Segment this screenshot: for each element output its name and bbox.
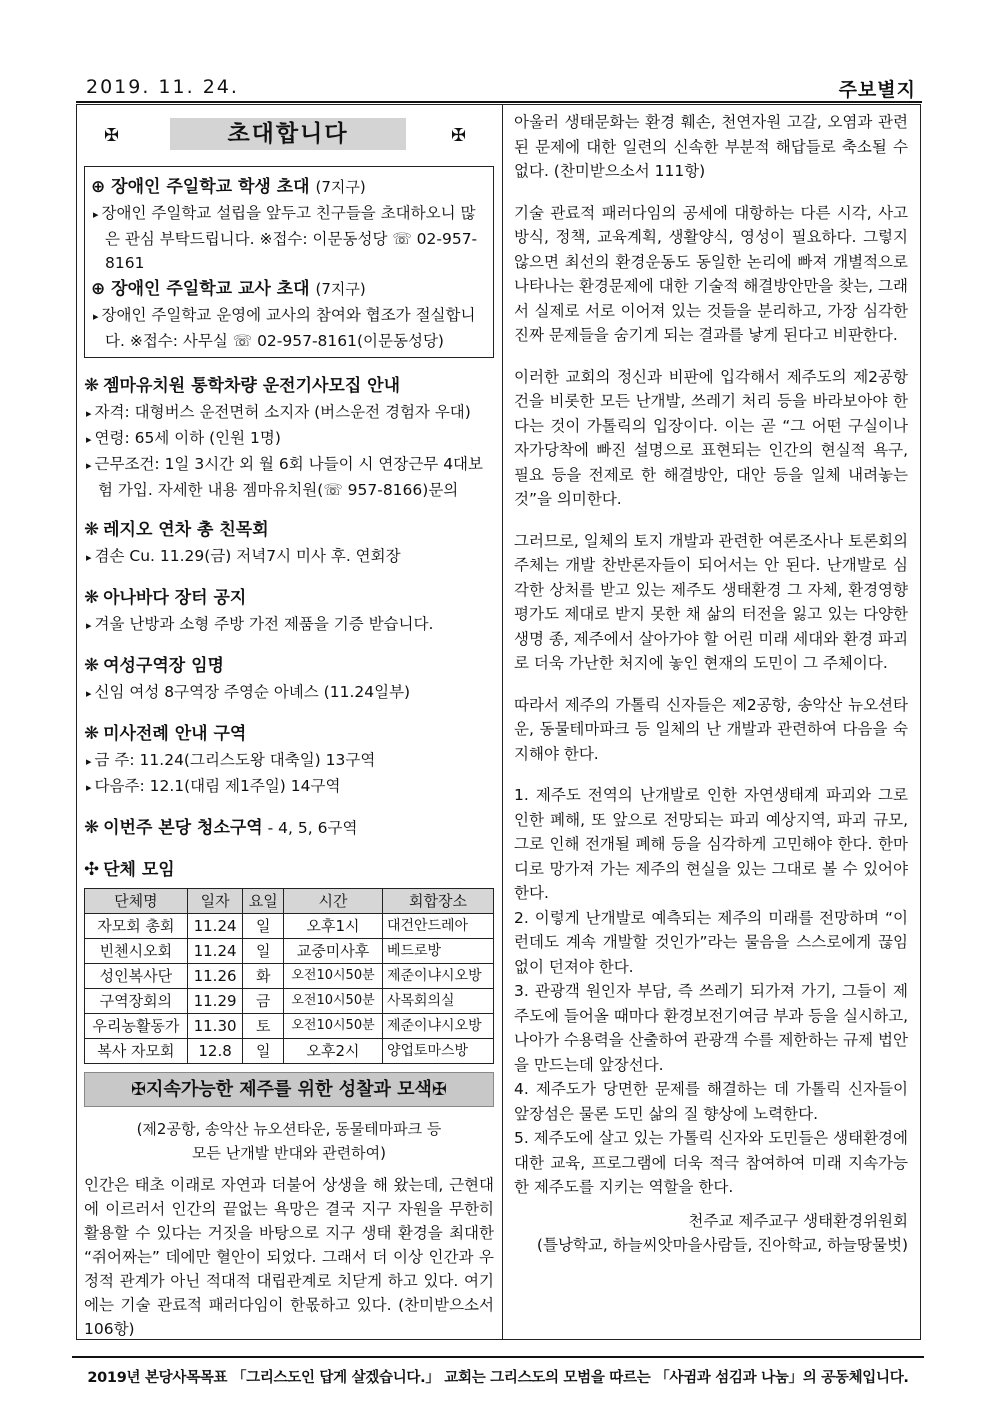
paragraph: 따라서 제주의 가톨릭 신자들은 제2공항, 송악산 뉴오션타운, 동물테마파크 등 일체의 난 개발과 관련하여 다음을 숙지해야 한다. bbox=[514, 695, 908, 763]
paragraph: 기술 관료적 패러다임의 공세에 대항하는 다른 시각, 사고방식, 정책, 교육계획, 생활양식, 영성이 필요하다. 그렇지 않으면 최선의 환경운동도 동일한 논리에 빠져 개별적으로 나타나는 환경문제에 대한 기술적 해결방안만을 찾는, 그래서 실제로 서로 이어져 있는 것들을 분리하고, 가장 심각한 진짜 문제들을 숨기게 되는 결과를 낳게 된다고 비판한다. bbox=[514, 203, 908, 344]
numbered-point: 4. 제주도가 당면한 문제를 해결하는 데 가톨릭 신자들이 앞장섬은 물론 도민 삶의 질 향상에 노력한다. bbox=[514, 1080, 908, 1123]
target-icon: ⊕ bbox=[91, 177, 106, 197]
table-row: 우리농활동가 11.30 토 오전10시50분 제준이냐시오방 bbox=[85, 1014, 494, 1039]
footer-rule bbox=[72, 1356, 924, 1358]
footer-motto: 2019년 본당사목목표 「그리스도인 답게 살겠습니다.」 교회는 그리스도의 모범을 따르는 「사귐과 섬김과 나눔」의 공동체입니다. bbox=[87, 1370, 909, 1386]
column-header: 단체명 bbox=[85, 889, 188, 914]
notice-driver: ❋ 젬마유치원 통학차량 운전기사모집 안내 ▸ 자격: 대형버스 운전면허 소지자 (버스운전 경험자 우대) ▸ 연령: 65세 이하 (인원 1명) ▸ 근무조건: 1일 3시간 외 월 6회 나들이 시 연장근무 4대보험 가입. 자세한 내용 젬마유치원(☏ 957-8166)문의 bbox=[84, 372, 494, 502]
invite-text-teachers: ▸ 장애인 주일학교 운영에 교사의 참여와 협조가 절실합니다. ※접수: 사무실 ☏ 02-957-8161(이문동성당) bbox=[91, 303, 487, 353]
header-title: 주보별지 bbox=[838, 79, 916, 101]
paragraph: 아울러 생태문화는 환경 훼손, 천연자원 고갈, 오염과 관련된 문제에 대한 일련의 신속한 부분적 해답들로 축소될 수 없다. (찬미받으소서 111항) bbox=[514, 113, 908, 180]
invite-title-bar bbox=[84, 118, 494, 156]
signature: 천주교 제주교구 생태환경위원회 bbox=[688, 1211, 908, 1230]
snowflake-icon: ❋ bbox=[84, 655, 100, 676]
invite-heading-teachers: ⊕ 장애인 주일학교 교사 초대 (7지구) bbox=[91, 279, 366, 299]
right-column bbox=[514, 110, 908, 1258]
invite-box bbox=[84, 166, 494, 358]
table-row: 복사 자모회 12.8 일 오후2시 양업토마스방 bbox=[85, 1039, 494, 1064]
column-header: 회합장소 bbox=[382, 889, 493, 914]
sparkle-icon: ✣ bbox=[84, 859, 100, 880]
notice-line: ▸ 겸손 Cu. 11.29(금) 저녁7시 미사 후. 연회장 bbox=[84, 544, 494, 570]
paragraph: 그러므로, 일체의 토지 개발과 관련한 여론조사나 토론회의 주체는 개발 찬반론자들이 되어서는 안 된다. 난개발로 심각한 상처를 받고 있는 제주도 생태환경 그 자체, 환경영향평가도 제대로 받지 못한 채 삶의 터전을 잃고 있는 다양한 생명 종, 제주에서 살아가야 할 어린 미래 세대와 환경 파괴로 더욱 가난한 처지에 놓인 현재의 도민이 그 주체이다. bbox=[514, 531, 908, 672]
snowflake-icon: ❋ bbox=[84, 519, 100, 540]
paragraph: 이러한 교회의 정신과 비판에 입각해서 제주도의 제2공항 건을 비롯한 모든 난개발, 쓰레기 처리 등을 바라보아야 한다는 것이 가톨릭의 입장이다. 이는 곧 “그 어떤 구실이나 자가당착에 빠진 설명으로 표현되는 인간의 현실적 욕구, 필요 등을 전제로 한 해결방안, 대안 등을 일체 내려놓는 것”을 의미한다. bbox=[514, 367, 908, 508]
snowflake-icon: ❋ bbox=[84, 375, 100, 396]
notice-district: ❋ 여성구역장 임명 ▸ 신임 여성 8구역장 주영순 아녜스 (11.24일부) bbox=[84, 652, 494, 706]
cross-icon: ✠ bbox=[104, 125, 120, 146]
snowflake-icon: ❋ bbox=[84, 817, 100, 838]
notice-line: ▸ 금 주: 11.24(그리스도왕 대축일) 13구역 bbox=[84, 748, 494, 774]
column-divider bbox=[502, 104, 503, 1340]
column-header: 요일 bbox=[243, 889, 284, 914]
notice-line: ▸ 다음주: 12.1(대림 제1주일) 14구역 bbox=[84, 774, 494, 800]
cross-icon: ✠ bbox=[451, 125, 467, 146]
notice-line: ▸ 신임 여성 8구역장 주영순 아녜스 (11.24일부) bbox=[84, 680, 494, 706]
notice-line: ▸ 겨울 난방과 소형 주방 가전 제품을 기증 받습니다. bbox=[84, 612, 494, 638]
reflection-subtitle: (제2공항, 송악산 뉴오션타운, 동물테마파크 등 모든 난개발 반대와 관련하여) bbox=[136, 1120, 442, 1162]
numbered-point: 2. 이렇게 난개발로 예측되는 제주의 미래를 전망하며 “이런데도 계속 개발할 것인가”라는 물음을 스스로에게 끊임없이 던져야 한다. bbox=[514, 908, 908, 976]
snowflake-icon: ❋ bbox=[84, 723, 100, 744]
snowflake-icon: ❋ bbox=[84, 587, 100, 608]
notice-line: ▸ 자격: 대형버스 운전면허 소지자 (버스운전 경험자 우대) bbox=[84, 400, 494, 426]
target-icon: ⊕ bbox=[91, 279, 106, 299]
column-header: 일자 bbox=[187, 889, 243, 914]
table-row: 성인복사단 11.26 화 오전10시50분 제준이냐시오방 bbox=[85, 964, 494, 989]
table-row: 구역장회의 11.29 금 오전10시50분 사목회의실 bbox=[85, 989, 494, 1014]
left-column bbox=[84, 110, 494, 1341]
groups-table bbox=[84, 888, 494, 1064]
notice-line: ▸ 근무조건: 1일 3시간 외 월 6회 나들이 시 연장근무 4대보험 가입. 자세한 내용 젬마유치원(☏ 957-8166)문의 bbox=[84, 452, 494, 502]
groups-section: ✣ 단체 모임 단체명 일자 요일 시간 회합장소 자모회 총회 11.24 일 오후1시 대건안드레아 빈첸시오회 11.24 일 교중미사후 베드로방 성인복사단 11.26 화 오전10시50분 제준이냐시오방 구역장회의 11.29 금 오전10시50분 사목회의실 우리농활동가 11.30 토 오전10시50분 제준이냐시오방 복사 자모회 12.8 일 오후2시 양업토마스방 bbox=[84, 856, 494, 1064]
table-row: 자모회 총회 11.24 일 오후1시 대건안드레아 bbox=[85, 914, 494, 939]
reflection-intro: 인간은 태초 이래로 자연과 더불어 상생을 해 왔는데, 근현대에 이르러서 인간의 끝없는 욕망은 결국 지구 자원을 무한히 활용할 수 있다는 거짓을 바탕으로 지구 생태 환경을 최대한 “쥐어짜는” 데에만 혈안이 되었다. 그래서 더 이상 인간과 우정적 관계가 아닌 적대적 대립관계로 치닫게 하고 있다. 여기에는 기술 관료적 패러다임이 한몫하고 있다. (찬미받으소서 106항) bbox=[84, 1176, 494, 1338]
reflection-title: ✠지속가능한 제주를 위한 성찰과 모색✠ bbox=[84, 1072, 494, 1107]
numbered-point: 3. 관광객 원인자 부담, 즉 쓰레기 되가져 가기, 그들이 제주도에 들어올 때마다 환경보전기여금 부과 등을 실시하고, 나아가 수용력을 산출하여 관광객 수를 제한하는 규제 법안을 만드는데 앞장선다. bbox=[514, 982, 908, 1074]
header-date: 2019. 11. 24. bbox=[86, 76, 239, 98]
notice-line: ▸ 연령: 65세 이하 (인원 1명) bbox=[84, 426, 494, 452]
invite-text-students: ▸ 장애인 주일학교 설립을 앞두고 친구들을 초대하오니 많은 관심 부탁드립니다. ※접수: 이문동성당 ☏ 02-957-8161 bbox=[91, 201, 487, 275]
numbered-point: 1. 제주도 전역의 난개발로 인한 자연생태계 파괴와 그로 인한 폐해, 또 앞으로 전망되는 파괴 예상지역, 파괴 규모, 그로 인해 전개될 폐해 등을 심각하게 고민해야 한다. 한마디로 망가져 가는 제주의 현실을 있는 그대로 볼 수 있어야 한다. bbox=[514, 786, 908, 902]
notice-cleaning: ❋ 이번주 본당 청소구역 - 4, 5, 6구역 bbox=[84, 817, 358, 838]
header-rule bbox=[76, 101, 922, 103]
column-header: 시간 bbox=[284, 889, 383, 914]
table-header-row bbox=[85, 889, 494, 914]
invite-title: 초대합니다 bbox=[170, 118, 406, 150]
signature-members: (틀낭학교, 하늘씨앗마을사람들, 진아학교, 하늘땅물벗) bbox=[536, 1236, 908, 1254]
invite-heading-students: ⊕ 장애인 주일학교 학생 초대 (7지구) bbox=[91, 177, 366, 197]
table-row: 빈첸시오회 11.24 일 교중미사후 베드로방 bbox=[85, 939, 494, 964]
notice-legio: ❋ 레지오 연차 총 친목회 ▸ 겸손 Cu. 11.29(금) 저녁7시 미사 후. 연회장 bbox=[84, 516, 494, 570]
notice-anabada: ❋ 아나바다 장터 공지 ▸ 겨울 난방과 소형 주방 가전 제품을 기증 받습니다. bbox=[84, 584, 494, 638]
notice-mass: ❋ 미사전례 안내 구역 ▸ 금 주: 11.24(그리스도왕 대축일) 13구역 ▸ 다음주: 12.1(대림 제1주일) 14구역 bbox=[84, 720, 494, 800]
numbered-point: 5. 제주도에 살고 있는 가톨릭 신자와 도민들은 생태환경에 대한 교육, 프로그램에 더욱 적극 참여하여 미래 지속가능한 제주도를 지키는 역할을 한다. bbox=[514, 1129, 908, 1196]
